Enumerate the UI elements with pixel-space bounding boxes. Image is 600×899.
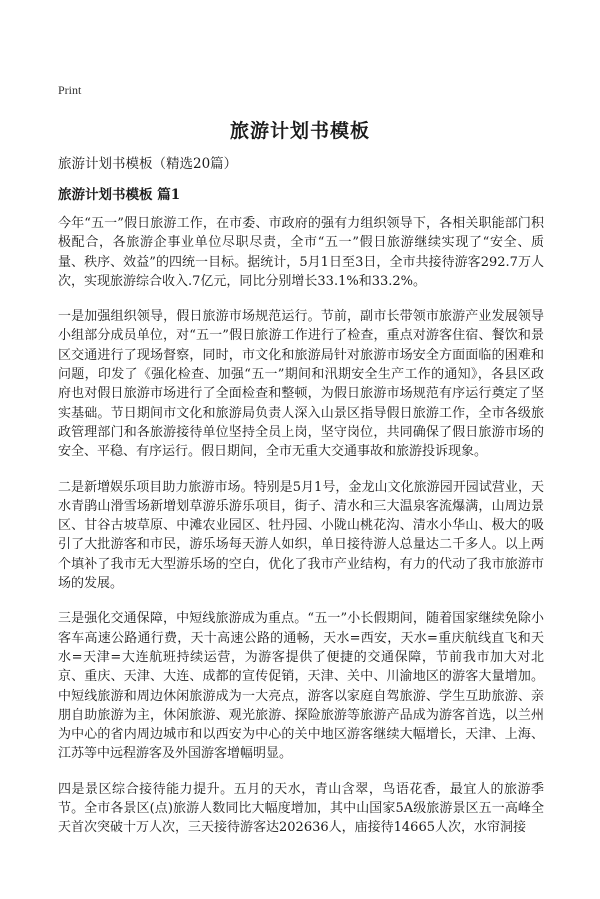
section-heading: 旅游计划书模板 篇1 bbox=[58, 187, 181, 203]
document-title: 旅游计划书模板 bbox=[229, 120, 370, 142]
paragraph-3: 二是新增娱乐项目助力旅游市场。特别是5月1号，金龙山文化旅游园开园试营业，天水青鹃山滑雪场新增划草游乐游乐项目，街子、清水和三大温泉客流爆满，山周边景区、甘谷古坡草原、中滩农业园区、牡丹园、小陇山桃花沟、清水小华山、极大的吸引了大批游客和市民，游乐场每天游人如织，单日接待游人总量达二千多人。以上两个填补了我市无大型游乐场的空白，优化了我市产业结构，有力的代动了我市旅游市场的发展。 bbox=[58, 479, 544, 592]
paragraph-4: 三是强化交通保障，中短线旅游成为重点。“五一”小长假期间，随着国家继续免除小客车高速公路通行费，天十高速公路的通畅，天水=西安，天水=重庆航线直飞和天水=天津=大连航班持续运营，为游客提供了便捷的交通保障，节前我市加大对北京、重庆、天津、大连、成都的宣传促销，天津、关中、川渝地区的游客大量增加。中短线旅游和周边休闲旅游成为一大亮点，游客以家庭自驾旅游、学生互助旅游、亲朋自助旅游为主，休闲旅游、观光旅游、探险旅游等旅游产品成为游客首选，以兰州为中心的省内周边城市和以西安为中心的关中地区游客继续大幅增长，天津、上海、江苏等中远程游客及外国游客增幅明显。 bbox=[58, 611, 544, 762]
paragraph-1: 今年“五一”假日旅游工作，在市委、市政府的强有力组织领导下，各相关职能部门积极配合，各旅游企事业单位尽职尽责，全市“五一”假日旅游继续实现了“安全、质量、秩序、效益”的四统一目标。据统计，5月1日至3日，全市共接待游客292.7万人次，实现旅游综合收入.7亿元，同比分别增长33.1%和33.2%。 bbox=[58, 216, 544, 289]
paragraph-5: 四是景区综合接待能力提升。五月的天水，青山含翠，鸟语花香，最宜人的旅游季节。全市各景区(点)旅游人数同比大幅度增加，其中山国家5A级旅游景区五一高峰全天首次突破十万人次，三天接待游客达202636人，庙接待14665人次，水帘洞接 bbox=[58, 781, 544, 836]
paragraph-2: 一是加强组织领导，假日旅游市场规范运行。节前，副市长带领市旅游产业发展领导小组部分成员单位，对“五一”假日旅游工作进行了检查，重点对游客住宿、餐饮和景区交通进行了现场督察，同时，市文化和旅游局针对旅游市场安全方面面临的困难和问题，印发了《强化检查、加强“五一”期间和汛期安全生产工作的通知》，各县区政府也对假日旅游市场进行了全面检查和整顿，为假日旅游市场规范有序运行奠定了坚实基础。节日期间市文化和旅游局负责人深入山景区指导假日旅游工作，全市各级旅政管理部门和各旅游接待单位坚持全员上岗，坚守岗位，共同确保了假日旅游市场的安全、平稳、有序运行。假日期间，全市无重大交通事故和旅游投诉现象。 bbox=[58, 309, 544, 460]
body-text bbox=[58, 214, 544, 854]
document-subtitle: 旅游计划书模板（精选20篇） bbox=[58, 156, 238, 172]
print-link[interactable]: Print bbox=[58, 83, 82, 97]
